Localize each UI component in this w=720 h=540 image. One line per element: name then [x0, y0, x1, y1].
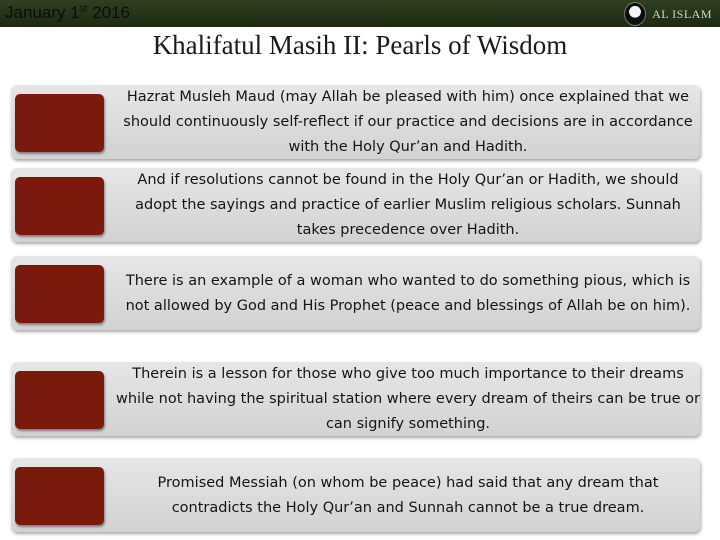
bullet-marker [15, 371, 104, 429]
date-suffix: st [79, 3, 88, 15]
point-text: Promised Messiah (on whom be peace) had said that any dream that contradicts the Holy Qur’an and Sunnah cannot be a true dream. [157, 474, 659, 516]
al-islam-logo [624, 2, 712, 26]
point-text: Hazrat Musleh Maud (may Allah be pleased with him) once explained that we should continuously self-reflect if our practice and decisions are in accordance with the Holy Qur’an and Hadith. [123, 89, 693, 155]
bullet-marker [15, 265, 104, 323]
point-row-5 [11, 458, 700, 532]
date-month-day: January 1 [5, 3, 80, 22]
point-text: And if resolutions cannot be found in the Holy Qur’an or Hadith, we should adopt the sayings and practice of earlier Muslim religious scholars. Sunnah takes precedence over Hadith. [135, 172, 681, 238]
date-label [5, 3, 130, 23]
point-row-3 [11, 256, 700, 330]
slide-title: Khalifatul Masih II: Pearls of Wisdom [152, 30, 568, 60]
header-bar [0, 0, 720, 27]
logo-text: AL ISLAM [652, 6, 712, 21]
al-islam-emblem-icon [624, 2, 646, 26]
point-text: There is an example of a woman who wanted to do something pious, which is not allowed by God and His Prophet (peace and blessings of Allah be on him). [125, 272, 691, 314]
bullet-marker [15, 177, 104, 235]
bullet-marker [15, 467, 104, 525]
point-row-1 [11, 85, 700, 159]
point-row-4 [11, 362, 700, 436]
point-row-2 [11, 168, 700, 242]
point-text: Therein is a lesson for those who give too much importance to their dreams while not having the spiritual station where every dream of theirs can be true or can signify something. [116, 366, 701, 432]
bullet-marker [15, 94, 104, 152]
date-year: 2016 [92, 3, 131, 22]
